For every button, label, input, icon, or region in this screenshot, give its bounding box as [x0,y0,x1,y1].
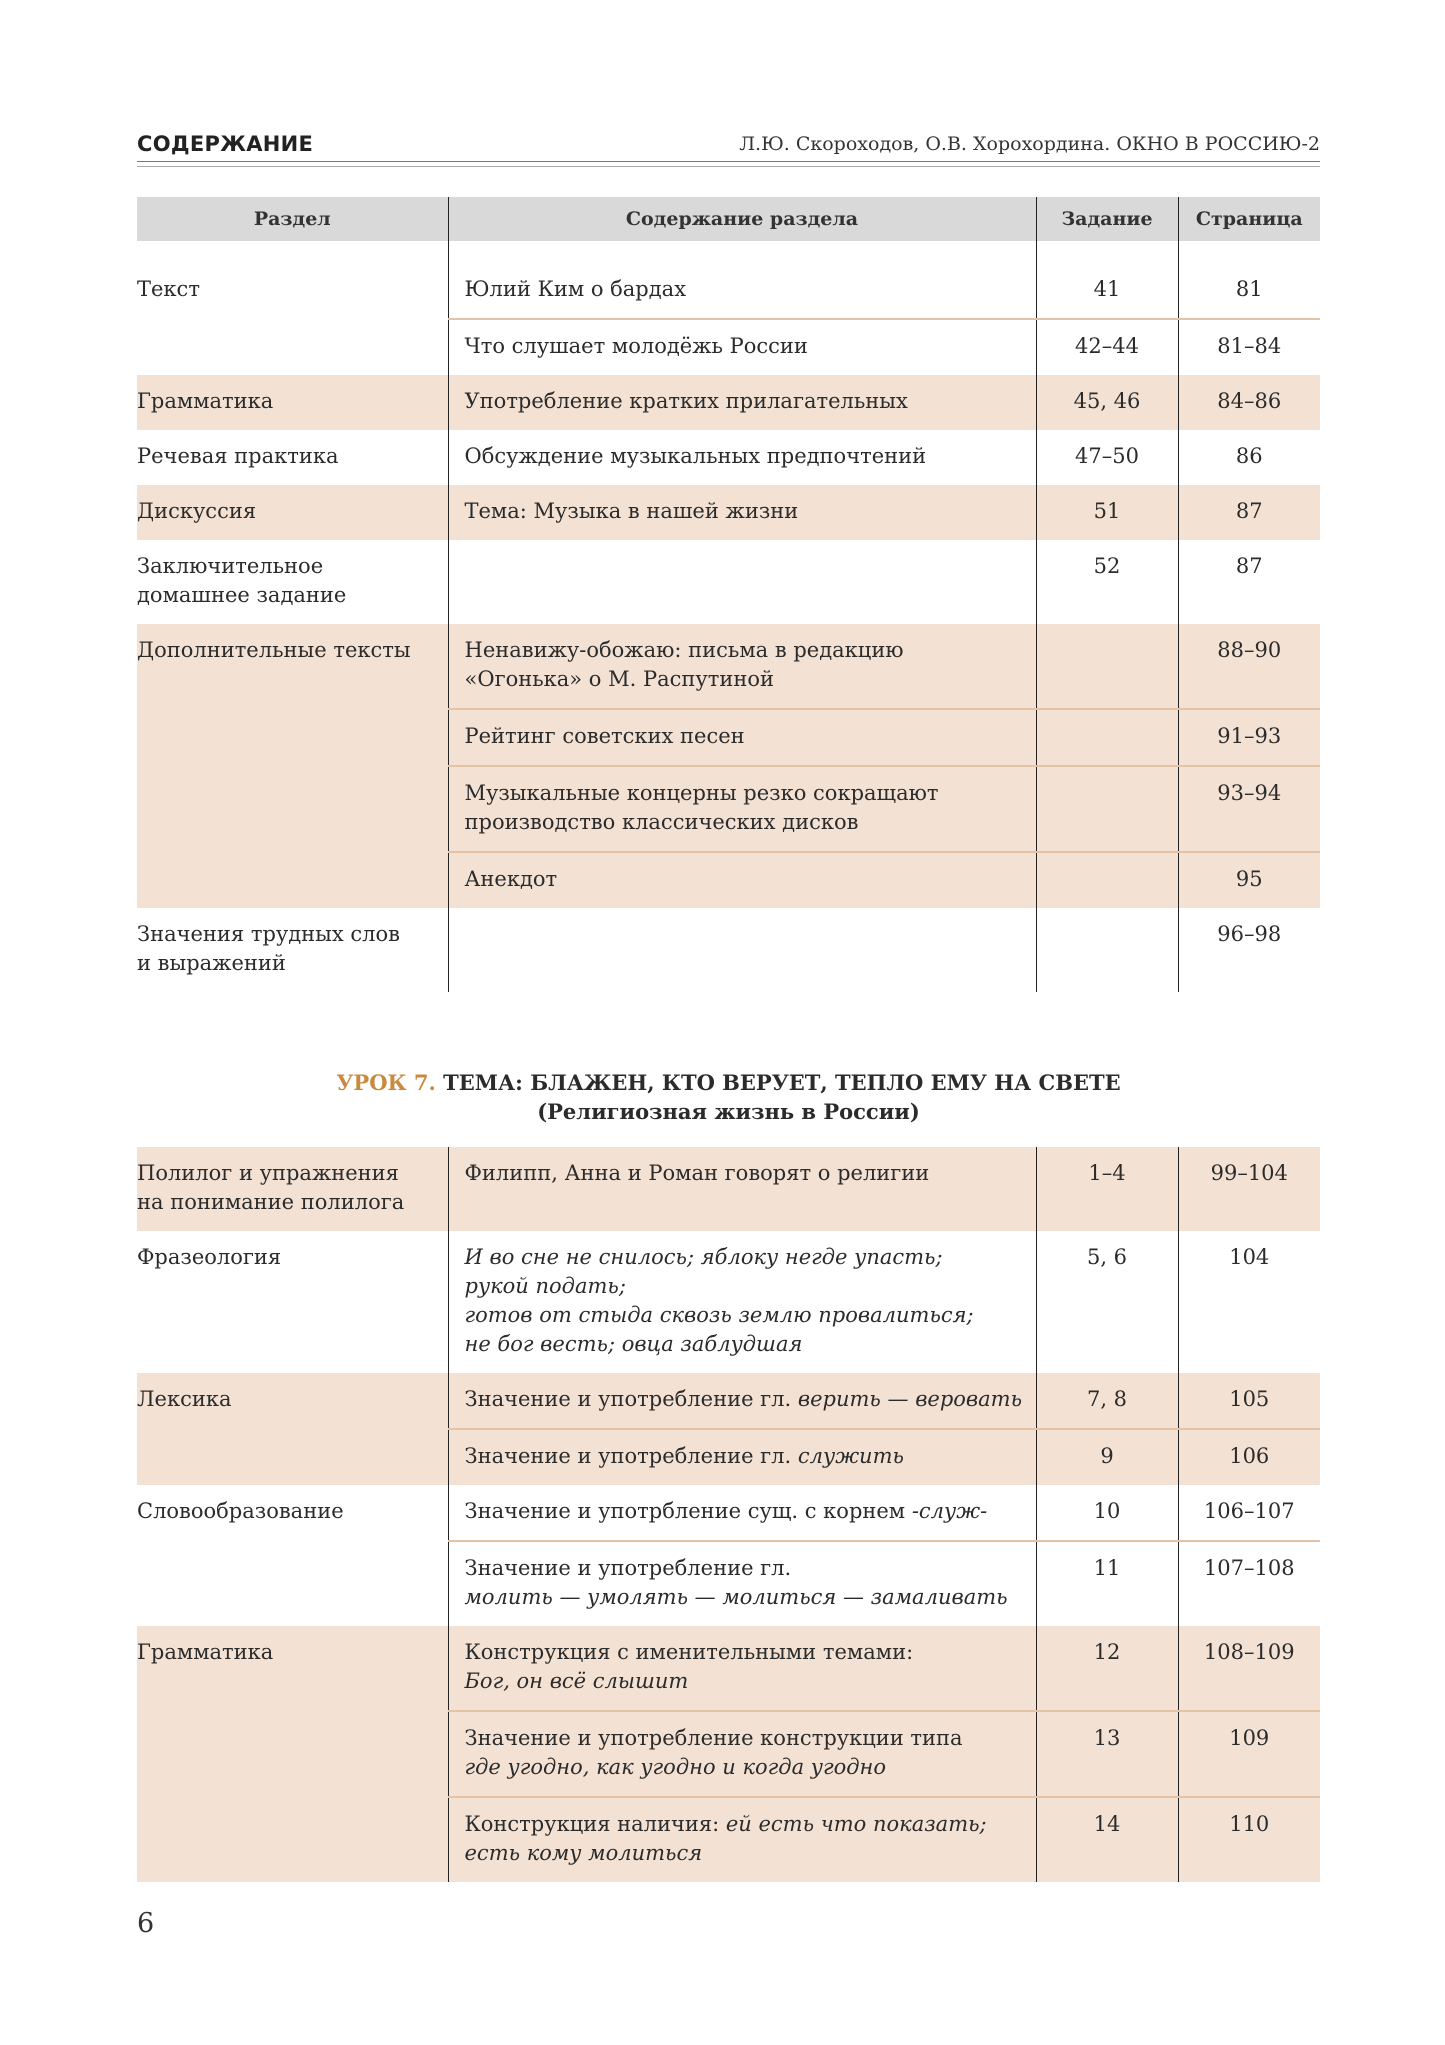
row-content [448,540,1036,624]
row-section: Дискуссия [137,485,448,540]
row-task [1036,624,1178,709]
col-header-section: Раздел [137,197,448,241]
row-task: 12 [1036,1626,1178,1711]
row-content: Значение и употрбление сущ. с корнем -служ- [448,1485,1036,1541]
section-title: СОДЕРЖАНИЕ [137,132,314,156]
header-rule [137,161,1320,162]
table-row [137,540,1320,624]
row-task: 9 [1036,1429,1178,1485]
row-section [137,1711,448,1797]
row-content: Музыкальные концерны резко сокращают производство классических дисков [448,766,1036,852]
col-header-page: Страница [1178,197,1320,241]
table-header-row [137,197,1320,241]
table-row [137,1541,1320,1626]
table-row [137,1711,1320,1797]
row-page: 81 [1178,241,1320,319]
row-task: 41 [1036,241,1178,319]
row-content: Ненавижу-обожаю: письма в редакцию «Огонька» о М. Распутиной [448,624,1036,709]
book-title: Л.Ю. Скороходов, О.В. Хорохордина. ОКНО В РОССИЮ-2 [739,133,1320,155]
row-page: 108–109 [1178,1626,1320,1711]
row-section: Заключительное домашнее задание [137,554,347,607]
table-row [137,908,1320,992]
row-task [1036,766,1178,852]
row-content [448,908,1036,992]
row-page: 84–86 [1178,375,1320,430]
row-page: 87 [1178,485,1320,540]
row-page: 104 [1178,1231,1320,1373]
row-section: Лексика [137,1373,448,1429]
contents-table-2 [137,1147,1320,1882]
row-content: И во сне не снилось; яблоку негде упасть; рукой подать; готов от стыда сквозь землю провалиться; не бог весть; овца заблудшая [448,1231,1036,1373]
row-page: 109 [1178,1711,1320,1797]
row-task: 7, 8 [1036,1373,1178,1429]
row-content: Анекдот [448,852,1036,908]
row-section: Полилог и упражнения на понимание полилога [137,1147,448,1231]
row-task [1036,852,1178,908]
row-task: 51 [1036,485,1178,540]
row-page: 86 [1178,430,1320,485]
table-row [137,624,1320,709]
row-content: Значение и употребление гл. служить [448,1429,1036,1485]
row-task: 13 [1036,1711,1178,1797]
lesson-heading [137,1068,1320,1126]
page-number: 6 [137,1908,155,1939]
row-section: Речевая практика [137,444,339,468]
row-page: 99–104 [1178,1147,1320,1231]
col-header-task: Задание [1036,197,1178,241]
lesson-subtitle: (Религиозная жизнь в России) [537,1099,920,1124]
col-header-content: Содержание раздела [448,197,1036,241]
row-page: 106–107 [1178,1485,1320,1541]
row-page: 105 [1178,1373,1320,1429]
row-section [137,852,448,908]
running-head [137,132,1320,162]
row-page: 106 [1178,1429,1320,1485]
table-row [137,1429,1320,1485]
table-row [137,709,1320,766]
lesson-title: ТЕМА: БЛАЖЕН, КТО ВЕРУЕТ, ТЕПЛО ЕМУ НА СВЕТЕ [443,1070,1121,1095]
row-content: Рейтинг советских песен [448,709,1036,766]
table-row [137,766,1320,852]
row-content: Значение и употребление гл. молить — умолять — молиться — замаливать [448,1541,1036,1626]
row-content: Значение и употребление гл. верить — веровать [448,1373,1036,1429]
table-row [137,1797,1320,1882]
row-task: 52 [1036,540,1178,624]
row-task [1036,709,1178,766]
table-row [137,430,1320,485]
row-content: Филипп, Анна и Роман говорят о религии [448,1147,1036,1231]
row-section: Дополнительные тексты [137,624,448,709]
row-section: Значения трудных слов и выражений [137,922,400,975]
row-content: Значение и употребление конструкции типа где угодно, как угодно и когда угодно [448,1711,1036,1797]
table-row [137,852,1320,908]
row-section: Фразеология [137,1245,282,1269]
row-page: 95 [1178,852,1320,908]
row-section [137,1797,448,1882]
row-content: Употребление кратких прилагательных [448,375,1036,430]
row-task: 10 [1036,1485,1178,1541]
row-page: 88–90 [1178,624,1320,709]
row-task: 5, 6 [1036,1231,1178,1373]
contents-table-1 [137,197,1320,992]
header-rule-thin [137,166,1320,167]
row-page: 91–93 [1178,709,1320,766]
row-page: 110 [1178,1797,1320,1882]
row-section: Текст [137,277,200,301]
row-content: Что слушает молодёжь России [448,319,1036,375]
row-task: 11 [1036,1541,1178,1626]
table-row [137,1373,1320,1429]
row-task [1036,908,1178,992]
row-section [137,709,448,766]
table-row [137,1485,1320,1541]
row-page: 93–94 [1178,766,1320,852]
row-content: Юлий Ким о бардах [448,241,1036,319]
row-section: Словообразование [137,1499,344,1523]
table-row [137,1147,1320,1231]
row-content: Конструкция наличия: ей есть что показать; есть кому молиться [448,1797,1036,1882]
table-row [137,485,1320,540]
row-page: 96–98 [1178,908,1320,992]
row-task: 42–44 [1036,319,1178,375]
table-row [137,1626,1320,1711]
lesson-number: УРОК 7. [336,1070,436,1095]
table-row [137,375,1320,430]
row-content: Тема: Музыка в нашей жизни [448,485,1036,540]
row-page: 81–84 [1178,319,1320,375]
row-section [137,1429,448,1485]
row-section: Грамматика [137,375,448,430]
row-section: Грамматика [137,1626,448,1711]
row-task: 47–50 [1036,430,1178,485]
row-content: Обсуждение музыкальных предпочтений [448,430,1036,485]
table-row [137,1231,1320,1373]
row-section [137,319,448,375]
row-task: 1–4 [1036,1147,1178,1231]
row-page: 87 [1178,540,1320,624]
row-task: 14 [1036,1797,1178,1882]
table-row [137,241,1320,319]
row-section [137,766,448,852]
row-page: 107–108 [1178,1541,1320,1626]
row-section [137,1541,448,1626]
table-row [137,319,1320,375]
row-content: Конструкция с именительными темами: Бог, он всё слышит [448,1626,1036,1711]
row-task: 45, 46 [1036,375,1178,430]
